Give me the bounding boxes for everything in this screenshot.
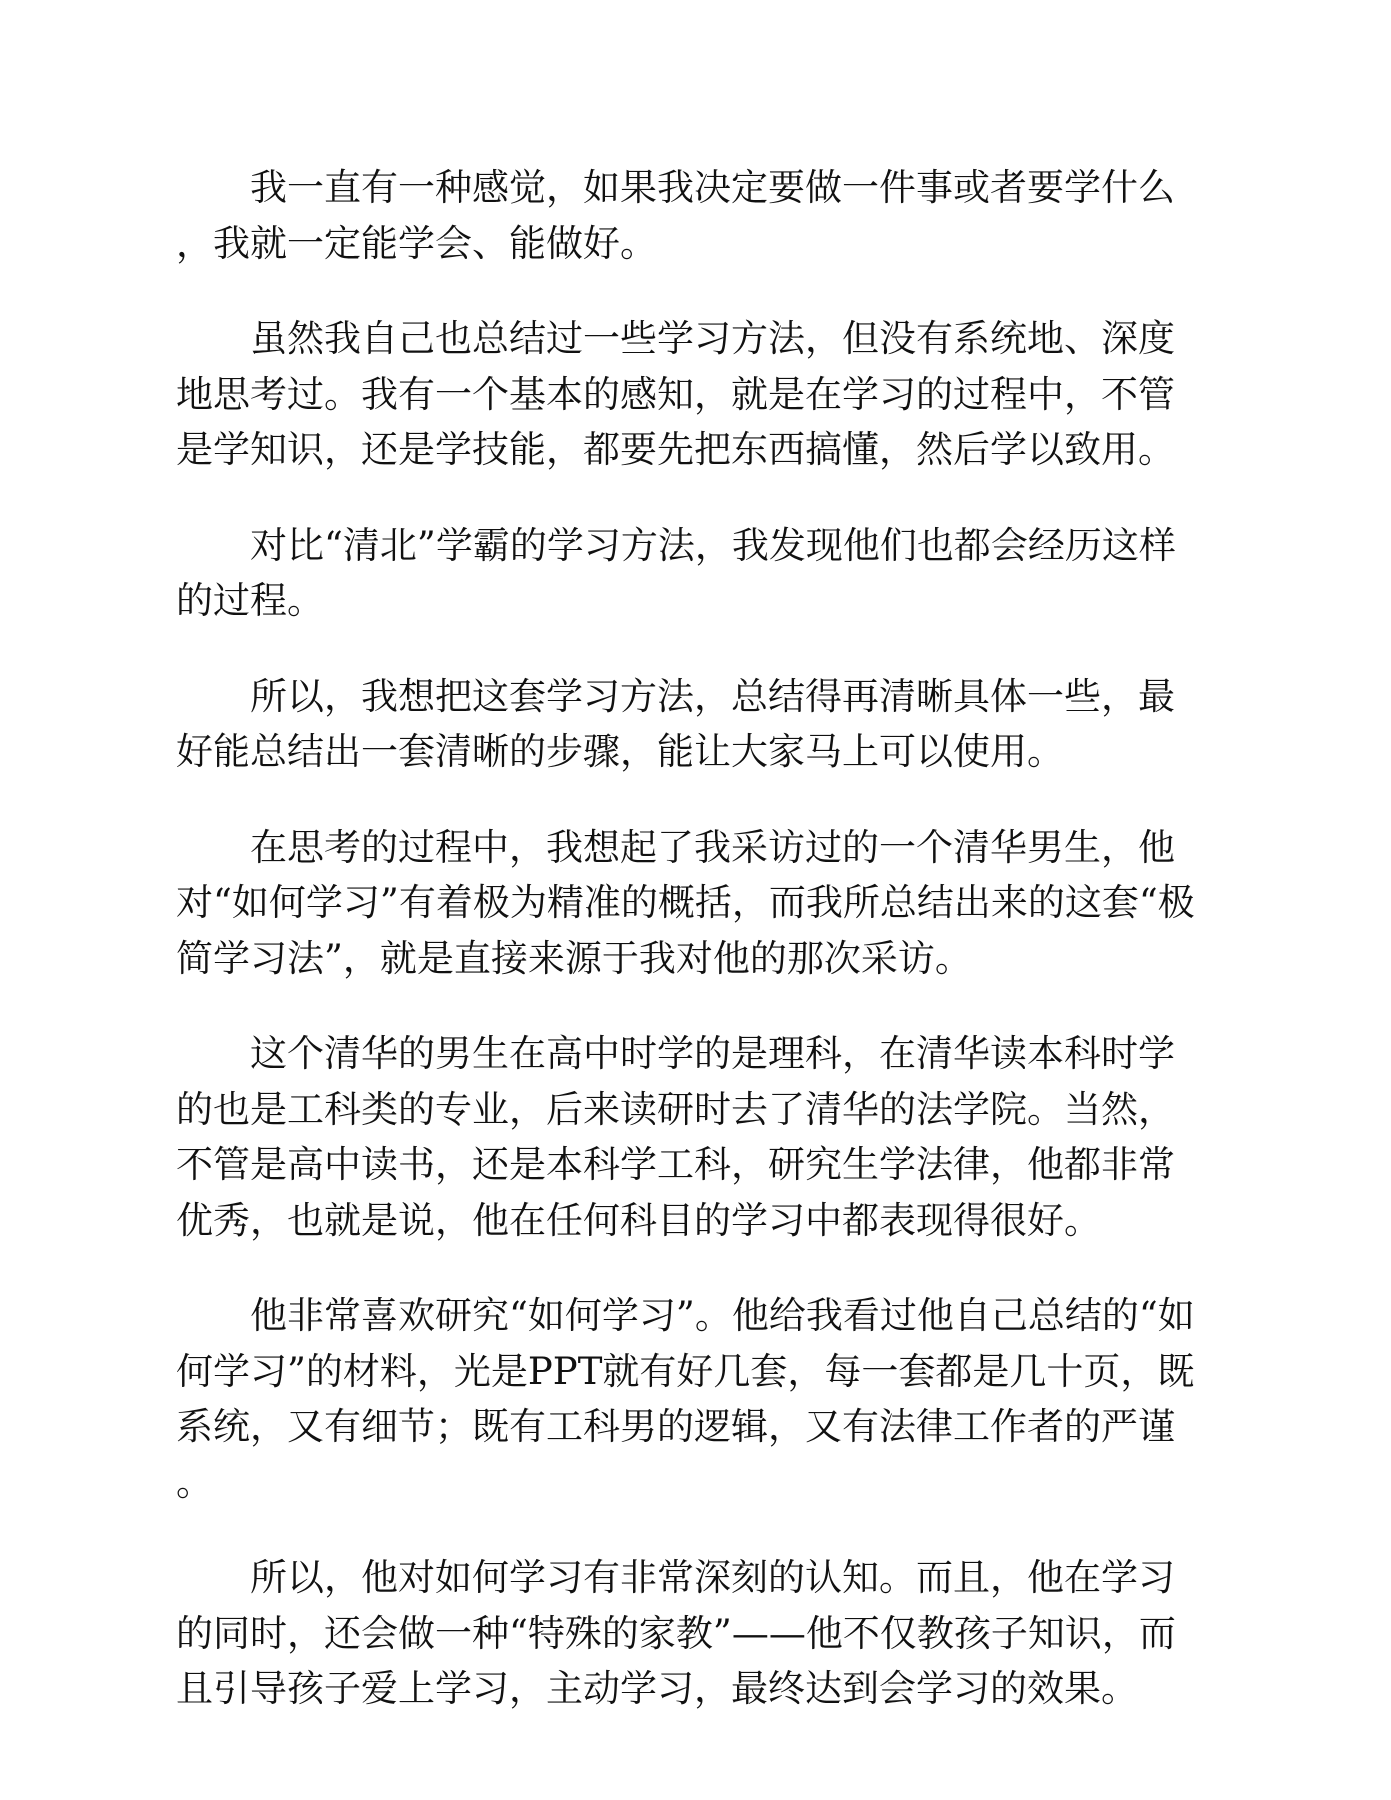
paragraph-1: 我一直有一种感觉，如果我决定要做一件事或者要学什么，我就一定能学会、能做好。: [176, 166, 1175, 265]
paragraph-3: 对比“清北”学霸的学习方法，我发现他们也都会经历这样的过程。: [176, 523, 1176, 622]
paragraph-5: 在思考的过程中，我想起了我采访过的一个清华男生，他对“如何学习”有着极为精准的概括，而我所总结出来的这套“极简学习法”，就是直接来源于我对他的那次采访。: [176, 825, 1195, 980]
paragraph-6: 这个清华的男生在高中时学的是理科，在清华读本科时学的也是工科类的专业，后来读研时去了清华的法学院。当然，不管是高中读书，还是本科学工科，研究生学法律，他都非常优秀，也就是说，他在任何科目的学习中都表现得很好。: [176, 1032, 1175, 1242]
body-text: [176, 160, 1206, 1757]
paragraph-2: 虽然我自己也总结过一些学习方法，但没有系统地、深度地思考过。我有一个基本的感知，就是在学习的过程中，不管是学知识，还是学技能，都要先把东西搞懂，然后学以致用。: [176, 317, 1175, 471]
paragraph-7: 他非常喜欢研究“如何学习”。他给我看过他自己总结的“如何学习”的材料，光是PPT就有好几套，每一套都是几十页，既系统，又有细节；既有工科男的逻辑，又有法律工作者的严谨。: [176, 1294, 1195, 1504]
paragraph-8: 所以，他对如何学习有非常深刻的认知。而且，他在学习的同时，还会做一种“特殊的家教”——他不仅教孩子知识，而且引导孩子爱上学习，主动学习，最终达到会学习的效果。: [176, 1556, 1176, 1710]
paragraph-4: 所以，我想把这套学习方法，总结得再清晰具体一些，最好能总结出一套清晰的步骤，能让大家马上可以使用。: [176, 674, 1175, 773]
